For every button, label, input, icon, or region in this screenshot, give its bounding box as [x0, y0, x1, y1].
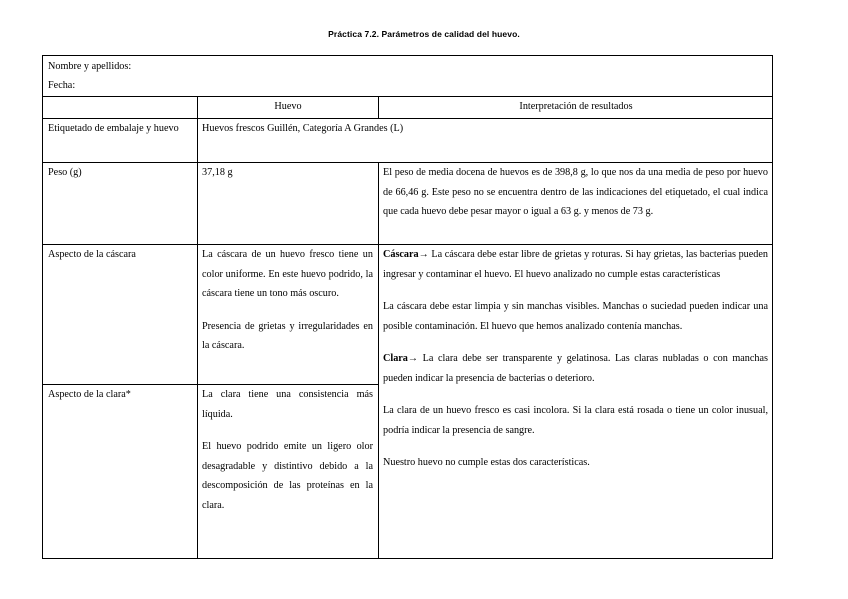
- clara-value-p2: El huevo podrido emite un ligero olor desagradable y distintivo debido a la descomposición de las proteínas en la clara.: [202, 441, 373, 511]
- column-header-huevo: Huevo: [274, 101, 302, 112]
- clara-interp-p1: Clara→ La clara debe ser transparente y gelatinosa. Las claras nubladas o con manchas pueden indicar la presencia de bacterias o deterioro.: [383, 353, 768, 384]
- divider: [378, 162, 379, 559]
- clara-interp-p3: Nuestro huevo no cumple estas dos características.: [383, 457, 590, 468]
- row-label-clara: Aspecto de la clara*: [48, 389, 131, 400]
- peso-value: 37,18 g: [202, 167, 233, 178]
- cascara-value: [202, 245, 373, 356]
- row-label-peso: Peso (g): [48, 167, 82, 178]
- cascara-interp-p1: Cáscara→ La cáscara debe estar libre de grietas y roturas. Si hay grietas, las bacterias pueden ingresar y contaminar el huevo. El huevo analizado no cumple estas características: [383, 249, 768, 280]
- peso-interpretation: El peso de media docena de huevos es de 398,8 g, lo que nos da una media de peso por huevo de 66,46 g. Este peso no se encuentra dentro de las indicaciones del etiquetado, el cual indica que cada huevo debe pesar mayor o igual a 63 g. y menos de 73 g.: [383, 167, 768, 217]
- clara-value: [202, 385, 373, 515]
- row-label-etiquetado: Etiquetado de embalaje y huevo: [48, 123, 179, 134]
- arrow-icon: →: [418, 249, 429, 260]
- date-label: Fecha:: [48, 80, 76, 91]
- name-label: Nombre y apellidos:: [48, 61, 132, 72]
- interpretation-block: [383, 245, 768, 473]
- cascara-interp-p2: La cáscara debe estar limpia y sin manchas visibles. Manchas o suciedad pueden indicar una posible contaminación. El huevo que hemos analizado contenía manchas.: [383, 301, 768, 332]
- divider: [197, 96, 198, 559]
- clara-heading: Clara: [383, 353, 408, 364]
- column-header-interpretacion: Interpretación de resultados: [519, 101, 633, 112]
- cascara-heading: Cáscara: [383, 249, 419, 260]
- cascara-value-p1: La cáscara de un huevo fresco tiene un color uniforme. En este huevo podrido, la cáscara tiene un tono más oscuro.: [202, 249, 373, 299]
- arrow-icon: →: [407, 353, 419, 364]
- etiquetado-value: Huevos frescos Guillén, Categoría A Grandes (L): [202, 123, 404, 134]
- cascara-value-p2: Presencia de grietas y irregularidades en la cáscara.: [202, 320, 373, 351]
- quality-table: [42, 55, 773, 559]
- clara-interp-p2: La clara de un huevo fresco es casi incolora. Si la clara está rosada o tiene un color inusual, podría indicar la presencia de sangre.: [383, 405, 768, 436]
- page-title: Práctica 7.2. Parámetros de calidad del huevo.: [328, 29, 520, 39]
- row-label-cascara: Aspecto de la cáscara: [48, 249, 136, 260]
- clara-value-p1: La clara tiene una consistencia más líquida.: [202, 389, 373, 420]
